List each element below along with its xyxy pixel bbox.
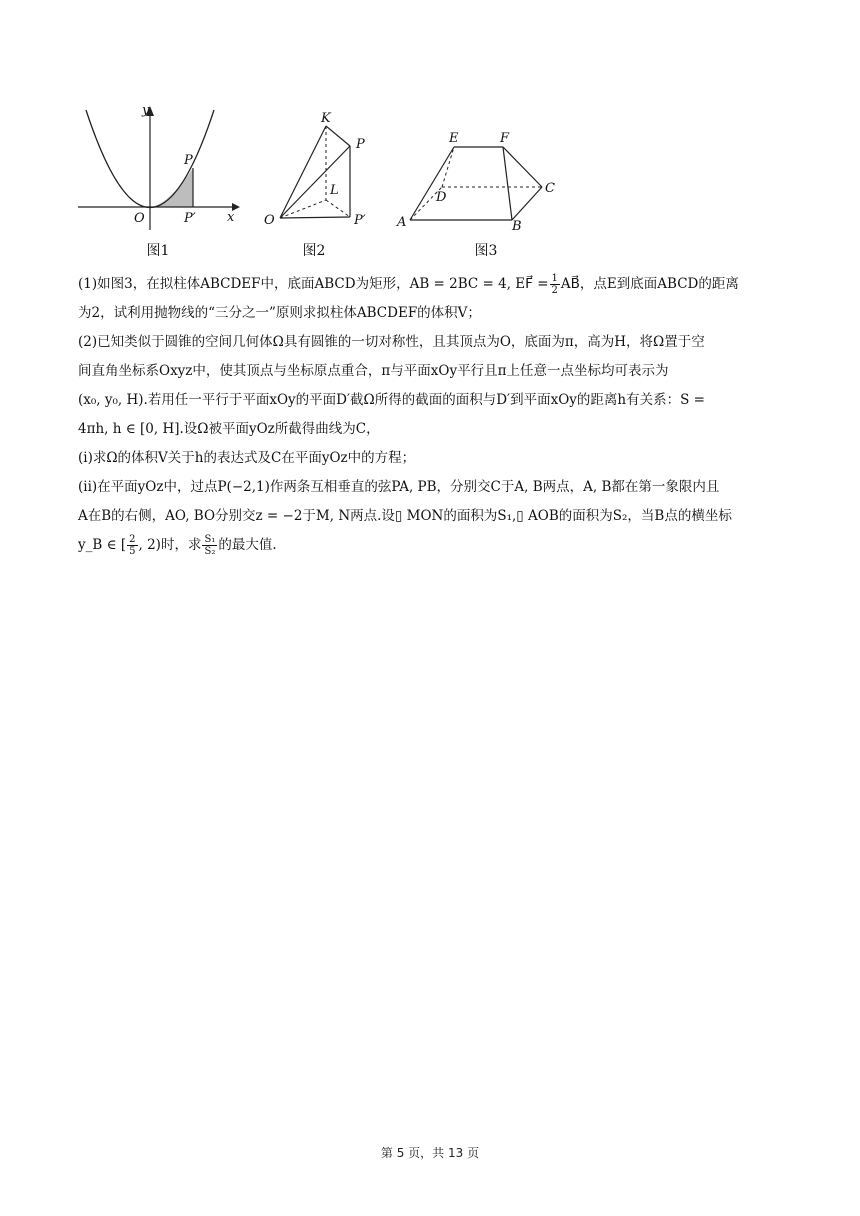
label-O: O: [264, 213, 275, 228]
fraction-numerator: S₁: [204, 534, 216, 545]
edge-CB: [512, 187, 542, 220]
part2-line3: (x₀, y₀, H).若用任一平行于平面xOy的平面D′截Ω所得的截面的面积与D′到平面xOy的距离h有关系：S =: [78, 392, 705, 408]
fraction-denominator: 5: [129, 546, 136, 557]
part2-ii-line1: (ii)在平面yOz中，过点P(−2,1)作两条互相垂直的弦PA, PB，分别交C于A, B两点，A, B都在第一象限内且: [78, 479, 720, 495]
figure-2: [264, 100, 384, 259]
dashed-DE: [442, 147, 454, 187]
edge-FC: [503, 147, 542, 187]
part1-text-a: (1)如图3，在拟柱体ABCDEF中，底面ABCD为矩形，AB = 2BC = 4, EF⃗ =: [78, 276, 549, 292]
edge-FB: [503, 147, 512, 220]
prismatoid-diagram: [394, 100, 569, 235]
label-P: P: [356, 137, 365, 152]
segment-OK: [280, 126, 326, 218]
part2-ii-text-c2: , 2)时，求: [138, 537, 202, 553]
part2-line2: 间直角坐标系Oxyz中，使其顶点与坐标原点重合，π与平面xOy平行且π上任意一点坐标均可表示为: [78, 363, 669, 379]
part1-text-b: AB⃗，点E到底面ABCD的距离: [560, 276, 739, 292]
fraction-one-half: [550, 273, 560, 296]
label-E: E: [449, 131, 459, 146]
page-footer: 第 5 页，共 13 页: [380, 1146, 480, 1160]
figures-row: [72, 100, 592, 265]
label-O: O: [134, 211, 145, 226]
figure-1-caption: 图1: [146, 243, 170, 259]
fraction-numerator: 1: [551, 273, 558, 284]
figure-1: [72, 100, 247, 259]
figure-3-caption: 图3: [474, 243, 498, 259]
label-P-prime: P′: [354, 213, 366, 228]
fraction-numerator: 2: [129, 534, 136, 545]
part2-ii-text-c3: 的最大值.: [218, 537, 277, 553]
fraction-s1-s2: [202, 534, 217, 557]
label-P: P: [184, 153, 193, 168]
label-C: C: [545, 181, 555, 196]
segment-KP: [326, 126, 350, 146]
part2-ii-line2: A在B的右侧，AO, BO分别交z = −2于M, N两点.设▯ MON的面积为S₁,▯ AOB的面积为S₂，当B点的横坐标: [78, 508, 732, 524]
part1-line1: [78, 270, 788, 299]
problem-text: [78, 270, 788, 560]
segment-OP: [280, 146, 350, 218]
part2-ii-text-c1: y_B ∈ [: [78, 537, 127, 553]
segment-OPp: [280, 217, 350, 218]
label-F: F: [500, 131, 510, 146]
fraction-denominator: 2: [551, 285, 558, 296]
parabola-diagram: [72, 100, 247, 235]
shaded-area: [150, 168, 193, 207]
part2-line4: 4πh, h ∈ [0, H].设Ω被平面yOz所截得曲线为C，: [78, 421, 380, 437]
label-L: L: [330, 183, 339, 198]
fraction-two-fifths: [127, 534, 137, 557]
fraction-denominator: S₂: [204, 546, 216, 557]
label-A: A: [397, 215, 407, 230]
dashed-OL: [280, 200, 326, 218]
label-P-prime: P′: [184, 211, 196, 226]
dashed-LPp: [326, 200, 350, 217]
label-x: x: [227, 210, 235, 225]
figure-2-caption: 图2: [302, 243, 326, 259]
label-D: D: [436, 190, 447, 205]
label-y: y: [142, 103, 150, 118]
part2-i: (i)求Ω的体积V关于h的表达式及C在平面yOz中的方程；: [78, 450, 416, 466]
part1-line2: 为2，试利用抛物线的“三分之一”原则求拟柱体ABCDEF的体积V；: [78, 305, 481, 321]
cone-diagram: [264, 100, 384, 235]
label-B: B: [512, 219, 522, 234]
label-K: K: [321, 111, 331, 126]
edge-AE: [410, 147, 454, 220]
figure-3: [394, 100, 569, 259]
part2-line1: (2)已知类似于圆锥的空间几何体Ω具有圆锥的一切对称性，且其顶点为O，底面为π，高为H，将Ω置于空: [78, 334, 705, 350]
part2-ii-line3: [78, 531, 788, 560]
